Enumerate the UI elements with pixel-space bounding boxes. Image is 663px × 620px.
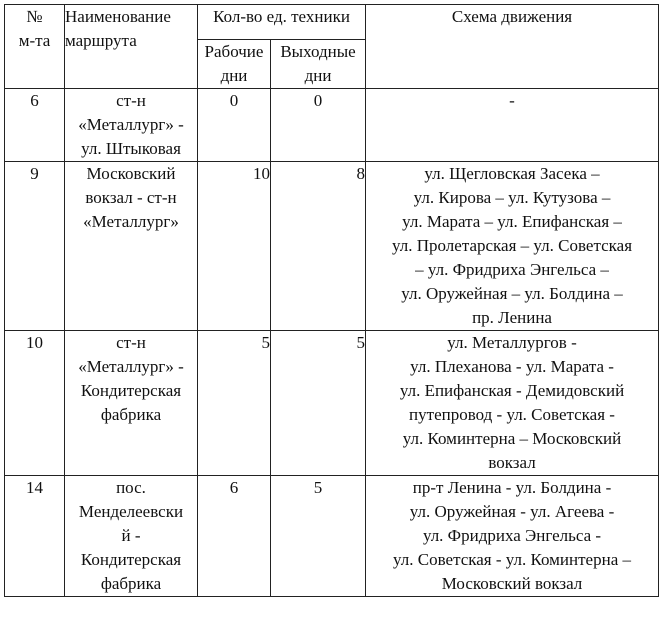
route-name-line: Кондитерская (80, 550, 182, 569)
header-weekends-line2: дни (304, 66, 332, 85)
scheme-line: путепровод - ул. Советская - (409, 405, 615, 424)
scheme-line: ул. Оружейная – ул. Болдина – (401, 284, 623, 303)
route-number: 10 (5, 331, 65, 476)
route-name-line: «Металлург» - (78, 357, 184, 376)
route-name (65, 162, 198, 331)
scheme-line: ул. Оружейная - ул. Агеева - (409, 502, 615, 521)
header-name-line2: маршрута (65, 31, 137, 50)
route-number: 9 (5, 162, 65, 331)
route-name-line: Московский (86, 164, 176, 183)
workdays-count: 6 (198, 476, 271, 597)
scheme-line: ул. Металлургов - (447, 333, 577, 352)
route-scheme (366, 89, 659, 162)
table-row (5, 476, 659, 597)
route-name-line: «Металлург» - (78, 115, 184, 134)
scheme-line: ул. Щегловская Засека – (424, 164, 600, 183)
header-weekends (271, 40, 366, 89)
scheme-line: ул. Коминтерна – Московский (402, 429, 622, 448)
scheme-line: пр-т Ленина - ул. Болдина - (412, 478, 612, 497)
route-name-line: й - (121, 526, 141, 545)
weekends-count: 5 (271, 476, 366, 597)
scheme-line: – ул. Фридриха Энгельса – (415, 260, 609, 279)
route-name-line: ст-н (116, 91, 146, 110)
route-name-line: фабрика (100, 574, 162, 593)
header-workdays-line1: Рабочие (204, 42, 264, 61)
route-scheme (366, 331, 659, 476)
workdays-count: 0 (198, 89, 271, 162)
route-name-line: ст-н (116, 333, 146, 352)
route-name-line: пос. (116, 478, 146, 497)
route-name (65, 331, 198, 476)
header-num-line2: м-та (18, 31, 51, 50)
route-scheme (366, 162, 659, 331)
route-name-line: фабрика (100, 405, 162, 424)
header-vehicle-count: Кол-во ед. техники (198, 5, 366, 40)
route-name-line: «Металлург» (83, 212, 179, 231)
workdays-count: 10 (198, 162, 271, 331)
weekends-count: 5 (271, 331, 366, 476)
scheme-line: ул. Плеханова - ул. Марата - (410, 357, 614, 376)
scheme-line: ул. Марата – ул. Епифанская – (402, 212, 622, 231)
route-scheme (366, 476, 659, 597)
route-number: 14 (5, 476, 65, 597)
header-row (5, 5, 659, 40)
header-name-line1: Наименование (65, 7, 171, 26)
route-name (65, 89, 198, 162)
header-workdays-line2: дни (220, 66, 248, 85)
scheme-line: ул. Кирова – ул. Кутузова – (413, 188, 611, 207)
header-workdays (198, 40, 271, 89)
header-num-line1: № (26, 7, 43, 26)
header-route-number (5, 5, 65, 89)
scheme-line: - (509, 91, 515, 110)
routes-table (4, 4, 659, 597)
header-scheme: Схема движения (366, 5, 659, 89)
table-row (5, 331, 659, 476)
route-name-line: ул. Штыковая (81, 139, 181, 158)
route-name (65, 476, 198, 597)
workdays-count: 5 (198, 331, 271, 476)
route-name-line: Менделеевски (78, 502, 184, 521)
scheme-line: пр. Ленина (472, 308, 552, 327)
scheme-line: вокзал (488, 453, 536, 472)
header-weekends-line1: Выходные (280, 42, 356, 61)
scheme-line: ул. Пролетарская – ул. Советская (392, 236, 633, 255)
scheme-line: Московский вокзал (441, 574, 583, 593)
route-name-line: вокзал - ст-н (85, 188, 177, 207)
header-route-name (65, 5, 198, 89)
scheme-line: ул. Фридриха Энгельса - (422, 526, 602, 545)
scheme-line: ул. Епифанская - Демидовский (399, 381, 625, 400)
weekends-count: 8 (271, 162, 366, 331)
table-row (5, 162, 659, 331)
weekends-count: 0 (271, 89, 366, 162)
route-number: 6 (5, 89, 65, 162)
route-name-line: Кондитерская (80, 381, 182, 400)
table-row (5, 89, 659, 162)
scheme-line: ул. Советская - ул. Коминтерна – (393, 550, 631, 569)
